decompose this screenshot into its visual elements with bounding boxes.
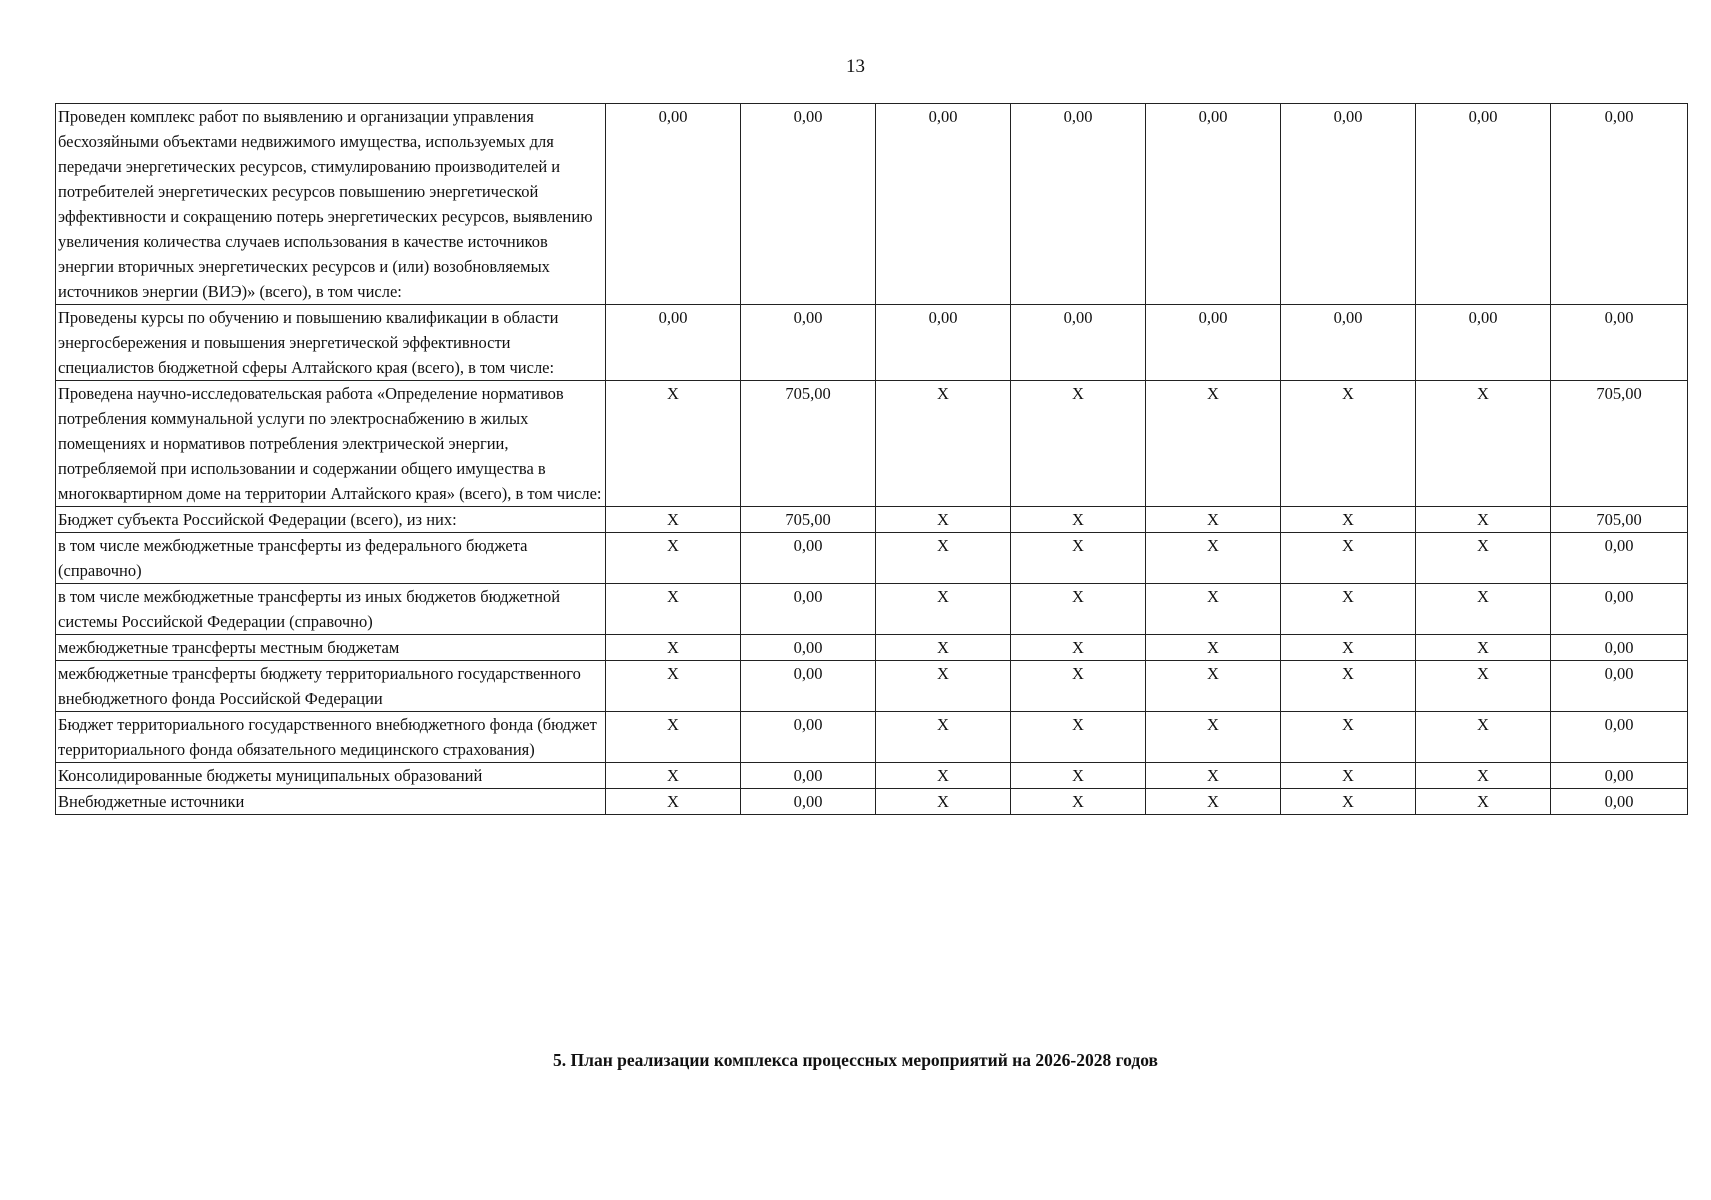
value-cell: X [1011,661,1146,712]
value-cell: X [1281,712,1416,763]
value-cell: 0,00 [1146,104,1281,305]
value-cell: X [876,712,1011,763]
value-cell: 0,00 [1011,305,1146,381]
value-cell: X [1281,507,1416,533]
value-cell: X [1281,584,1416,635]
value-cell: 0,00 [1416,104,1551,305]
value-cell: 0,00 [1011,104,1146,305]
value-cell: 0,00 [741,584,876,635]
value-cell: X [1416,507,1551,533]
value-cell: X [606,763,741,789]
value-cell: 0,00 [1551,305,1688,381]
value-cell: X [1416,533,1551,584]
value-cell: X [1416,763,1551,789]
value-cell: X [1416,789,1551,815]
value-cell: X [1416,712,1551,763]
value-cell: 0,00 [741,533,876,584]
value-cell: X [1011,584,1146,635]
value-cell: X [1146,661,1281,712]
row-description: Проведены курсы по обучению и повышению квалификации в области энергосбережения и повышения энергетической эффективности специалистов бюджетной сферы Алтайского края (всего), в том числе: [56,305,606,381]
value-cell: X [876,381,1011,507]
value-cell: X [606,507,741,533]
value-cell: X [606,712,741,763]
value-cell: X [1011,635,1146,661]
value-cell: X [1416,661,1551,712]
value-cell: 0,00 [741,763,876,789]
value-cell: X [606,789,741,815]
row-description: Бюджет территориального государственного внебюджетного фонда (бюджет территориального фонда обязательного медицинского страхования) [56,712,606,763]
value-cell: 705,00 [1551,507,1688,533]
table-row [56,635,1688,661]
value-cell: X [876,635,1011,661]
value-cell: X [606,381,741,507]
value-cell: X [606,635,741,661]
value-cell: 0,00 [876,305,1011,381]
table-row [56,507,1688,533]
value-cell: 0,00 [741,635,876,661]
table-row [56,584,1688,635]
value-cell: 705,00 [741,507,876,533]
value-cell: X [1281,763,1416,789]
value-cell: X [1146,712,1281,763]
value-cell: X [606,533,741,584]
value-cell: 0,00 [1146,305,1281,381]
value-cell: X [1281,635,1416,661]
value-cell: X [1011,381,1146,507]
row-description: Проведена научно-исследовательская работа «Определение нормативов потребления коммунальной услуги по электроснабжению в жилых помещениях и нормативов потребления электрической энергии, потребляемой при использовании и содержании общего имущества в многоквартирном доме на территории Алтайского края» (всего), в том числе: [56,381,606,507]
row-description: межбюджетные трансферты местным бюджетам [56,635,606,661]
value-cell: X [1011,763,1146,789]
table-row [56,305,1688,381]
value-cell: 0,00 [1551,584,1688,635]
value-cell: X [1011,507,1146,533]
value-cell: X [1146,635,1281,661]
value-cell: 0,00 [741,712,876,763]
value-cell: X [1146,584,1281,635]
value-cell: 0,00 [741,104,876,305]
row-description: в том числе межбюджетные трансферты из иных бюджетов бюджетной системы Российской Федерации (справочно) [56,584,606,635]
row-description: Внебюджетные источники [56,789,606,815]
value-cell: X [1011,789,1146,815]
value-cell: X [1416,381,1551,507]
section-title: 5. План реализации комплекса процессных мероприятий на 2026-2028 годов [553,1050,1158,1070]
value-cell: 0,00 [1551,104,1688,305]
value-cell: X [1281,789,1416,815]
value-cell: 0,00 [1551,712,1688,763]
value-cell: 0,00 [1551,533,1688,584]
value-cell: X [876,507,1011,533]
value-cell: 0,00 [1281,104,1416,305]
row-description: Проведен комплекс работ по выявлению и организации управления бесхозяйными объектами недвижимого имущества, используемых для передачи энергетических ресурсов, стимулированию производителей и потребителей энергетических ресурсов повышению энергетической эффективности и сокращению потерь энергетических ресурсов, выявлению увеличения количества случаев использования в качестве источников энергии вторичных энергетических ресурсов и (или) возобновляемых источников энергии (ВИЭ)» (всего), в том числе: [56,104,606,305]
value-cell: X [1281,381,1416,507]
table-row [56,381,1688,507]
table-row [56,763,1688,789]
value-cell: X [1416,635,1551,661]
value-cell: 0,00 [741,789,876,815]
value-cell: 0,00 [1551,635,1688,661]
value-cell: 0,00 [606,104,741,305]
row-description: в том числе межбюджетные трансферты из федерального бюджета (справочно) [56,533,606,584]
table-body [56,104,1688,815]
value-cell: X [1281,661,1416,712]
value-cell: 0,00 [741,305,876,381]
row-description: Бюджет субъекта Российской Федерации (всего), из них: [56,507,606,533]
value-cell: 705,00 [741,381,876,507]
value-cell: 0,00 [606,305,741,381]
value-cell: X [1146,533,1281,584]
value-cell: 0,00 [1551,789,1688,815]
page-number: 13 [846,56,865,77]
row-description: Консолидированные бюджеты муниципальных образований [56,763,606,789]
value-cell: X [1146,381,1281,507]
value-cell: 0,00 [876,104,1011,305]
value-cell: X [1416,584,1551,635]
value-cell: X [1146,763,1281,789]
table-row [56,712,1688,763]
value-cell: 0,00 [741,661,876,712]
value-cell: X [876,584,1011,635]
value-cell: 0,00 [1551,763,1688,789]
table-row [56,789,1688,815]
value-cell: X [1146,789,1281,815]
value-cell: X [1011,712,1146,763]
value-cell: 0,00 [1551,661,1688,712]
table-row [56,661,1688,712]
row-description: межбюджетные трансферты бюджету территориального государственного внебюджетного фонда Российской Федерации [56,661,606,712]
value-cell: X [1146,507,1281,533]
value-cell: X [606,584,741,635]
value-cell: X [876,789,1011,815]
value-cell: 705,00 [1551,381,1688,507]
value-cell: X [1281,533,1416,584]
value-cell: X [876,661,1011,712]
value-cell: X [1011,533,1146,584]
value-cell: X [606,661,741,712]
value-cell: 0,00 [1281,305,1416,381]
budget-table [55,103,1688,815]
value-cell: 0,00 [1416,305,1551,381]
table-row [56,533,1688,584]
value-cell: X [876,533,1011,584]
value-cell: X [876,763,1011,789]
table-row [56,104,1688,305]
